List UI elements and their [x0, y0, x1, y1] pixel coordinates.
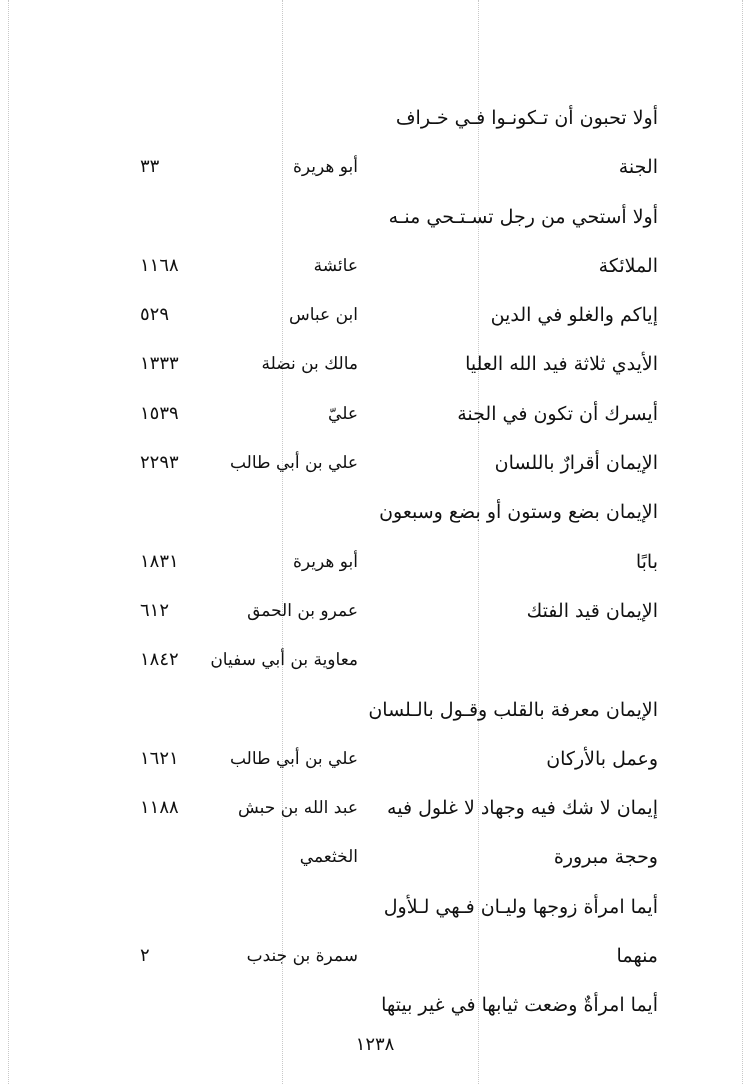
index-row — [0, 690, 750, 739]
hadith-number: ٦١٢ — [140, 599, 170, 621]
page-number: ١٢٣٨ — [355, 1034, 395, 1055]
hadith-text: وعمل بالأركان — [546, 747, 658, 770]
hadith-number: ١٦٢١ — [140, 747, 179, 769]
hadith-number: ٢ — [140, 945, 150, 967]
hadith-text: إيمان لا شك فيه وجهاد لا غلول فيه — [387, 797, 658, 820]
index-row — [0, 936, 750, 985]
index-row — [0, 542, 750, 591]
narrator-name: علي بن أبي طالب — [229, 453, 358, 474]
narrator-name: عبد الله بن حبش — [237, 798, 358, 819]
hadith-number: ١٣٣٣ — [140, 353, 179, 375]
hadith-number: ١١٨٨ — [140, 797, 179, 819]
index-row — [0, 246, 750, 295]
index-row — [0, 295, 750, 344]
narrator-name: عليّ — [328, 403, 358, 424]
index-row — [0, 443, 750, 492]
index-row — [0, 591, 750, 640]
hadith-text: الإيمان معرفة بالقلب وقـول بالـلسان — [368, 698, 658, 721]
narrator-name: عائشة — [313, 255, 358, 276]
hadith-number: ١٨٤٢ — [140, 649, 179, 671]
index-row — [0, 739, 750, 788]
index-row — [0, 147, 750, 196]
hadith-text: وحجة مبرورة — [553, 846, 658, 869]
hadith-text: إياكم والغلو في الدين — [490, 304, 658, 327]
narrator-name: عمرو بن الحمق — [247, 600, 358, 621]
index-row — [0, 394, 750, 443]
hadith-text: الإيمان بضع وستون أو بضع وسبعون — [379, 501, 658, 524]
index-row — [0, 197, 750, 246]
hadith-text: الإيمان قيد الفتك — [526, 599, 658, 622]
narrator-name: ابن عباس — [288, 305, 358, 326]
hadith-text: منهما — [616, 945, 658, 968]
hadith-text: أولا أستحي من رجل تسـتـحي منـه — [388, 205, 658, 228]
hadith-number: ٣٣ — [140, 156, 160, 178]
narrator-name: علي بن أبي طالب — [229, 748, 358, 769]
hadith-text: بابًا — [635, 550, 658, 573]
narrator-name: الخثعمي — [299, 847, 358, 868]
hadith-text: أيما امرأةٌ وضعت ثيابها في غير بيتها — [381, 994, 658, 1017]
hadith-number: ١٨٣١ — [140, 550, 179, 572]
index-row — [0, 344, 750, 393]
index-row — [0, 985, 750, 1034]
hadith-text: أولا تحبون أن تـكونـوا فـي خـراف — [395, 107, 658, 129]
narrator-name: مالك بن نضلة — [261, 354, 358, 375]
index-row — [0, 640, 750, 689]
hadith-text: الملائكة — [598, 254, 658, 277]
index-row — [0, 887, 750, 936]
hadith-text: أيسرك أن تكون في الجنة — [457, 402, 658, 425]
index-row — [0, 788, 750, 837]
hadith-text: الأيدي ثلاثة فيد الله العليا — [465, 353, 658, 376]
narrator-name: أبو هريرة — [292, 157, 358, 178]
hadith-number: ٥٢٩ — [140, 304, 170, 326]
hadith-number: ٢٢٩٣ — [140, 452, 179, 474]
hadith-text: الجنة — [618, 156, 658, 179]
narrator-name: معاوية بن أبي سفيان — [210, 650, 358, 671]
index-row — [0, 98, 750, 147]
narrator-name: أبو هريرة — [292, 551, 358, 572]
hadith-number: ١١٦٨ — [140, 254, 179, 276]
hadith-text: أيما امرأة زوجها وليـان فـهي لـلأول — [383, 895, 658, 918]
hadith-number: ١٥٣٩ — [140, 402, 179, 424]
narrator-name: سمرة بن جندب — [246, 946, 358, 967]
hadith-index-list — [0, 98, 750, 1035]
hadith-text: الإيمان أقرارٌ باللسان — [494, 452, 658, 475]
index-row — [0, 492, 750, 541]
index-row — [0, 837, 750, 886]
